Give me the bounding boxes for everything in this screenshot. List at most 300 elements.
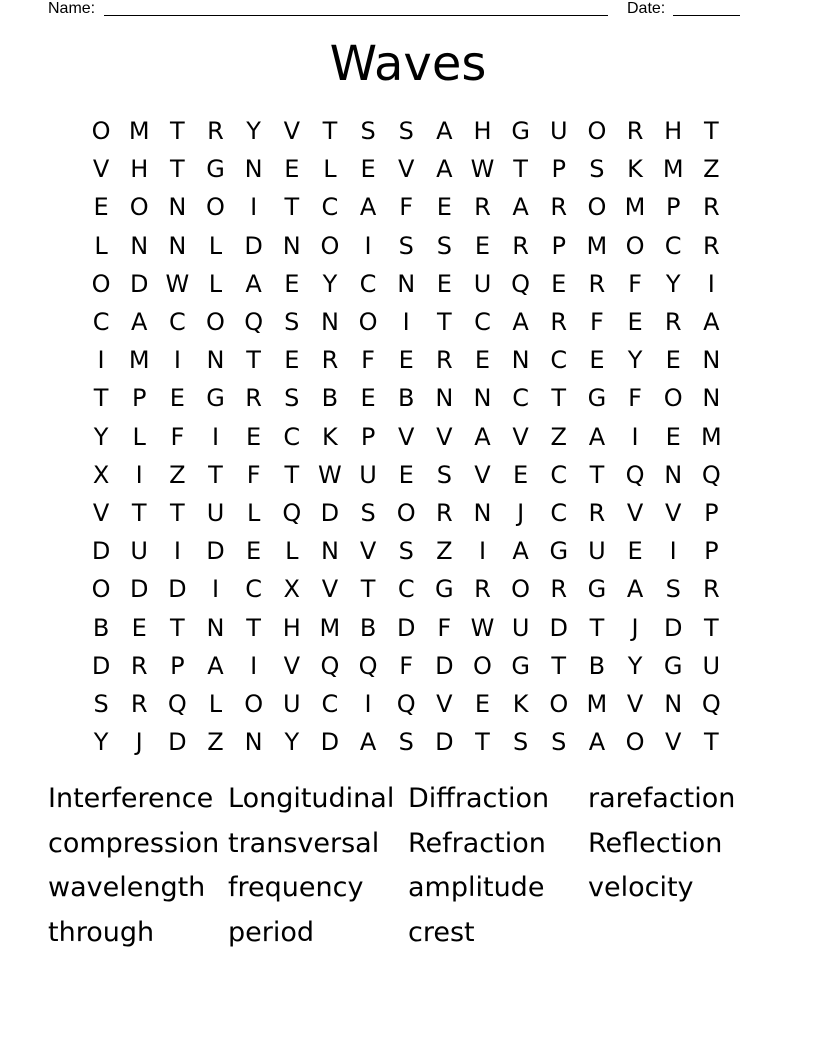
grid-cell: I xyxy=(135,460,143,489)
grid-cell: O xyxy=(91,269,111,298)
grid-cell: N xyxy=(664,689,683,718)
grid-cell: M xyxy=(586,689,608,718)
grid-cell: U xyxy=(206,498,225,527)
grid-cell: N xyxy=(206,613,225,642)
grid-cell: O xyxy=(625,728,645,757)
grid-cell: E xyxy=(284,346,300,375)
grid-cell: T xyxy=(170,613,185,642)
grid-cell: C xyxy=(474,308,491,337)
grid-cell: O xyxy=(244,689,264,718)
grid-cell: N xyxy=(435,384,454,413)
grid-cell: E xyxy=(284,269,300,298)
date-line xyxy=(673,15,740,16)
grid-cell: N xyxy=(244,155,263,184)
grid-cell: I xyxy=(402,308,410,337)
grid-cell: F xyxy=(170,422,185,451)
grid-cell: I xyxy=(631,422,639,451)
word-list-item: frequency xyxy=(228,872,364,904)
grid-cell: C xyxy=(321,689,339,718)
grid-cell: D xyxy=(396,613,416,642)
grid-cell: J xyxy=(631,613,639,642)
word-list-item: rarefaction xyxy=(588,783,736,814)
grid-cell: H xyxy=(473,117,492,146)
grid-cell: B xyxy=(359,613,377,642)
grid-cell: E xyxy=(360,155,376,184)
grid-cell: V xyxy=(92,155,110,184)
grid-cell: O xyxy=(206,308,225,337)
grid-cell: S xyxy=(436,460,452,489)
grid-cell: A xyxy=(588,728,606,757)
grid-cell: E xyxy=(131,613,147,642)
grid-cell: Q xyxy=(701,460,721,489)
grid-cell: O xyxy=(320,231,340,260)
grid-cell: D xyxy=(91,537,111,566)
grid-cell: V xyxy=(436,689,453,718)
grid-cell: T xyxy=(131,498,147,527)
grid-cell: T xyxy=(170,117,185,146)
grid-cell: T xyxy=(284,193,300,222)
grid-cell: Y xyxy=(627,346,643,375)
grid-cell: C xyxy=(550,498,568,527)
grid-cell: A xyxy=(588,422,606,451)
grid-cell: O xyxy=(91,117,111,146)
grid-cell: U xyxy=(702,651,721,680)
grid-cell: M xyxy=(662,155,684,184)
grid-cell: G xyxy=(206,384,225,413)
grid-cell: I xyxy=(364,689,372,718)
grid-cell: T xyxy=(208,460,223,489)
grid-cell: U xyxy=(130,537,148,566)
grid-cell: N xyxy=(168,231,187,260)
grid-cell: L xyxy=(208,231,223,260)
grid-cell: R xyxy=(321,346,339,375)
grid-cell: K xyxy=(322,422,338,451)
grid-cell: T xyxy=(246,613,261,642)
grid-cell: S xyxy=(398,728,414,757)
word-list-item: Diffraction xyxy=(408,783,550,814)
grid-cell: S xyxy=(398,117,414,146)
word-list-item: wavelength xyxy=(48,872,206,904)
grid-cell: N xyxy=(664,460,683,489)
grid-cell: R xyxy=(474,193,491,222)
grid-cell: A xyxy=(512,193,529,222)
grid-cell: F xyxy=(589,308,604,337)
grid-cell: S xyxy=(551,728,567,757)
grid-cell: O xyxy=(549,689,569,718)
grid-cell: U xyxy=(588,537,606,566)
grid-cell: O xyxy=(587,117,607,146)
grid-cell: L xyxy=(208,689,223,718)
grid-cell: D xyxy=(168,575,187,604)
grid-cell: D xyxy=(435,651,454,680)
grid-cell: J xyxy=(135,728,143,757)
grid-cell: E xyxy=(665,422,681,451)
grid-cell: G xyxy=(549,537,569,566)
grid-cell: S xyxy=(284,308,300,337)
grid-cell: N xyxy=(282,231,301,260)
page-title: Waves xyxy=(329,36,487,92)
grid-cell: T xyxy=(551,384,567,413)
grid-cell: Q xyxy=(701,689,721,718)
letter-grid xyxy=(82,112,730,761)
grid-cell: P xyxy=(704,537,719,566)
grid-cell: T xyxy=(170,498,185,527)
grid-cell: A xyxy=(359,728,377,757)
grid-cell: I xyxy=(211,575,220,604)
grid-cell: V xyxy=(512,422,529,451)
word-list-item: amplitude xyxy=(408,872,545,904)
grid-cell: G xyxy=(206,155,225,184)
grid-cell: R xyxy=(550,575,568,604)
grid-cell: T xyxy=(170,155,185,184)
grid-cell: K xyxy=(512,689,529,718)
grid-cell: A xyxy=(359,193,377,222)
grid-cell: S xyxy=(360,117,376,146)
grid-cell: V xyxy=(397,155,415,184)
grid-cell: L xyxy=(323,155,337,184)
grid-cell: W xyxy=(470,613,495,642)
grid-cell: R xyxy=(664,308,682,337)
grid-cell: E xyxy=(665,346,681,375)
word-list-item: crest xyxy=(408,917,475,949)
grid-cell: T xyxy=(513,155,528,184)
grid-cell: D xyxy=(244,231,263,260)
grid-cell: G xyxy=(587,575,607,604)
grid-cell: A xyxy=(436,155,453,184)
grid-cell: D xyxy=(91,651,111,680)
grid-cell: I xyxy=(250,193,258,222)
word-list-item: compression xyxy=(48,827,220,859)
word-list-item: Longitudinal xyxy=(228,783,395,814)
grid-cell: D xyxy=(320,728,340,757)
grid-cell: R xyxy=(130,689,148,718)
grid-cell: R xyxy=(207,117,224,146)
grid-cell: X xyxy=(92,460,110,489)
grid-cell: S xyxy=(93,689,109,718)
grid-cell: S xyxy=(284,384,300,413)
grid-cell: R xyxy=(702,193,720,222)
grid-cell: E xyxy=(513,460,529,489)
grid-cell: O xyxy=(473,651,492,680)
grid-cell: A xyxy=(436,117,453,146)
grid-cell: V xyxy=(283,117,300,146)
grid-cell: M xyxy=(700,422,722,451)
grid-cell: T xyxy=(360,575,376,604)
grid-cell: C xyxy=(359,269,377,298)
grid-cell: R xyxy=(702,231,720,260)
grid-cell: M xyxy=(128,346,150,375)
grid-cell: T xyxy=(93,384,109,413)
grid-cell: A xyxy=(131,308,148,337)
grid-cell: Z xyxy=(436,537,453,566)
grid-cell: Q xyxy=(320,651,340,680)
grid-cell: C xyxy=(168,308,186,337)
grid-cell: G xyxy=(663,651,683,680)
grid-cell: V xyxy=(626,689,644,718)
grid-cell: T xyxy=(551,651,567,680)
grid-cell: S xyxy=(665,575,681,604)
grid-cell: R xyxy=(626,117,644,146)
grid-cell: M xyxy=(319,613,341,642)
grid-cell: T xyxy=(703,613,719,642)
grid-cell: V xyxy=(397,422,415,451)
grid-cell: S xyxy=(436,231,452,260)
grid-cell: A xyxy=(207,651,224,680)
grid-cell: W xyxy=(470,155,495,184)
grid-cell: F xyxy=(628,384,642,413)
grid-cell: N xyxy=(473,384,492,413)
grid-cell: E xyxy=(474,689,491,718)
grid-cell: X xyxy=(283,575,300,604)
grid-cell: Y xyxy=(93,728,109,757)
grid-cell: N xyxy=(168,193,187,222)
grid-cell: H xyxy=(664,117,683,146)
grid-cell: D xyxy=(320,498,340,527)
grid-cell: T xyxy=(703,728,719,757)
word-list xyxy=(48,777,768,956)
grid-cell: D xyxy=(663,613,683,642)
grid-cell: Y xyxy=(93,422,109,451)
grid-cell: V xyxy=(664,728,682,757)
grid-cell: P xyxy=(704,498,719,527)
grid-cell: A xyxy=(626,575,644,604)
grid-cell: C xyxy=(550,346,568,375)
grid-cell: I xyxy=(97,346,105,375)
grid-cell: P xyxy=(360,422,376,451)
grid-cell: O xyxy=(663,384,683,413)
grid-cell: O xyxy=(625,231,645,260)
grid-cell: E xyxy=(284,155,300,184)
grid-cell: D xyxy=(129,575,149,604)
grid-cell: T xyxy=(589,613,605,642)
grid-cell: O xyxy=(129,193,149,222)
grid-cell: U xyxy=(511,613,530,642)
grid-cell: E xyxy=(360,384,376,413)
grid-cell: U xyxy=(549,117,568,146)
grid-cell: P xyxy=(170,651,185,680)
grid-cell: T xyxy=(703,117,719,146)
grid-cell: F xyxy=(399,651,414,680)
grid-cell: L xyxy=(94,231,108,260)
word-list-item: transversal xyxy=(228,827,380,859)
grid-cell: T xyxy=(589,460,605,489)
grid-cell: R xyxy=(550,308,568,337)
grid-cell: S xyxy=(513,728,529,757)
grid-cell: H xyxy=(130,155,149,184)
grid-cell: L xyxy=(208,269,223,298)
grid-cell: B xyxy=(92,613,110,642)
grid-cell: E xyxy=(93,193,109,222)
grid-cell: Q xyxy=(358,651,378,680)
grid-cell: N xyxy=(702,346,721,375)
grid-cell: A xyxy=(474,422,491,451)
grid-cell: D xyxy=(549,613,568,642)
grid-cell: E xyxy=(398,346,414,375)
grid-cell: W xyxy=(318,460,342,489)
grid-cell: A xyxy=(245,269,262,298)
grid-cell: O xyxy=(396,498,416,527)
grid-cell: R xyxy=(550,193,568,222)
grid-cell: V xyxy=(92,498,110,527)
grid-cell: M xyxy=(586,231,608,260)
grid-cell: V xyxy=(626,498,644,527)
grid-cell: K xyxy=(627,155,643,184)
grid-cell: V xyxy=(664,498,682,527)
grid-cell: N xyxy=(511,346,530,375)
word-list-item: velocity xyxy=(588,872,694,904)
grid-cell: R xyxy=(588,498,606,527)
grid-cell: S xyxy=(398,537,414,566)
grid-cell: S xyxy=(398,231,414,260)
name-line xyxy=(104,15,608,16)
grid-cell: C xyxy=(245,575,263,604)
grid-cell: U xyxy=(359,460,377,489)
word-list-item: period xyxy=(228,917,315,949)
grid-cell: R xyxy=(588,269,606,298)
grid-cell: S xyxy=(360,498,376,527)
grid-cell: E xyxy=(398,460,414,489)
grid-cell: N xyxy=(397,269,416,298)
grid-cell: B xyxy=(397,384,415,413)
grid-cell: G xyxy=(511,651,530,680)
grid-cell: Q xyxy=(511,269,531,298)
grid-cell: Z xyxy=(207,728,224,757)
grid-cell: I xyxy=(478,537,487,566)
grid-cell: N xyxy=(702,384,721,413)
grid-cell: I xyxy=(669,537,677,566)
grid-cell: O xyxy=(358,308,378,337)
grid-cell: Z xyxy=(703,155,720,184)
grid-cell: I xyxy=(364,231,372,260)
grid-cell: T xyxy=(246,346,261,375)
grid-cell: N xyxy=(206,346,225,375)
grid-cell: C xyxy=(512,384,529,413)
grid-cell: F xyxy=(399,193,414,222)
grid-cell: D xyxy=(206,537,225,566)
grid-cell: E xyxy=(627,308,643,337)
grid-cell: Q xyxy=(244,308,264,337)
grid-cell: E xyxy=(627,537,643,566)
grid-cell: C xyxy=(664,231,682,260)
grid-cell: A xyxy=(703,308,720,337)
grid-cell: R xyxy=(512,231,529,260)
grid-cell: V xyxy=(474,460,491,489)
grid-cell: F xyxy=(246,460,261,489)
grid-cell: E xyxy=(436,193,452,222)
grid-cell: F xyxy=(628,269,642,298)
word-list-item: through xyxy=(48,917,155,949)
grid-cell: O xyxy=(91,575,111,604)
grid-cell: B xyxy=(588,651,606,680)
grid-cell: T xyxy=(475,728,490,757)
grid-cell: O xyxy=(206,193,225,222)
grid-cell: Y xyxy=(627,651,643,680)
grid-cell: Q xyxy=(396,689,416,718)
grid-cell: I xyxy=(211,422,220,451)
grid-cell: C xyxy=(550,460,568,489)
grid-cell: U xyxy=(473,269,492,298)
grid-cell: V xyxy=(436,422,453,451)
grid-cell: Y xyxy=(284,728,300,757)
grid-cell: F xyxy=(361,346,375,375)
grid-cell: E xyxy=(589,346,605,375)
grid-cell: N xyxy=(244,728,263,757)
grid-cell: P xyxy=(131,384,147,413)
grid-cell: R xyxy=(435,346,453,375)
grid-cell: C xyxy=(321,193,339,222)
grid-cell: T xyxy=(284,460,300,489)
grid-cell: U xyxy=(282,689,301,718)
grid-cell: D xyxy=(129,269,149,298)
grid-cell: C xyxy=(283,422,301,451)
grid-cell: S xyxy=(589,155,605,184)
grid-cell: E xyxy=(551,269,567,298)
grid-cell: F xyxy=(437,613,452,642)
grid-cell: P xyxy=(551,155,566,184)
grid-cell: V xyxy=(283,651,300,680)
grid-cell: G xyxy=(435,575,454,604)
grid-cell: A xyxy=(512,308,529,337)
grid-cell: Z xyxy=(169,460,186,489)
grid-cell: C xyxy=(92,308,110,337)
grid-cell: A xyxy=(512,537,529,566)
grid-cell: Y xyxy=(246,117,261,146)
grid-cell: T xyxy=(322,117,338,146)
grid-cell: Z xyxy=(550,422,567,451)
grid-cell: R xyxy=(130,651,148,680)
grid-cell: D xyxy=(435,728,454,757)
grid-cell: L xyxy=(246,498,261,527)
grid-cell: L xyxy=(132,422,146,451)
grid-cell: O xyxy=(587,193,607,222)
grid-cell: V xyxy=(359,537,377,566)
grid-cell: H xyxy=(282,613,301,642)
grid-cell: I xyxy=(173,346,181,375)
grid-cell: E xyxy=(474,346,491,375)
grid-cell: G xyxy=(587,384,607,413)
grid-cell: J xyxy=(517,498,525,527)
grid-cell: E xyxy=(169,384,185,413)
grid-cell: Q xyxy=(167,689,187,718)
grid-cell: V xyxy=(321,575,339,604)
grid-cell: R xyxy=(245,384,262,413)
grid-cell: N xyxy=(473,498,492,527)
grid-cell: Q xyxy=(282,498,302,527)
grid-cell: E xyxy=(474,231,491,260)
grid-cell: R xyxy=(435,498,453,527)
name-label: Name: xyxy=(48,0,96,17)
grid-cell: O xyxy=(511,575,531,604)
grid-cell: E xyxy=(246,422,262,451)
grid-cell: W xyxy=(165,269,190,298)
grid-cell: Q xyxy=(625,460,645,489)
grid-cell: N xyxy=(320,537,339,566)
grid-cell: Y xyxy=(322,269,338,298)
header xyxy=(48,0,748,20)
grid-cell: T xyxy=(437,308,452,337)
grid-cell: M xyxy=(128,117,150,146)
grid-cell: R xyxy=(702,575,720,604)
word-list-item: Interference xyxy=(48,783,214,814)
date-label: Date: xyxy=(627,0,666,17)
grid-cell: P xyxy=(551,231,566,260)
grid-cell: E xyxy=(436,269,452,298)
word-list-item: Refraction xyxy=(408,827,546,859)
grid-cell: M xyxy=(624,193,646,222)
grid-cell: I xyxy=(707,269,715,298)
grid-cell: E xyxy=(246,537,262,566)
grid-cell: Y xyxy=(665,269,681,298)
